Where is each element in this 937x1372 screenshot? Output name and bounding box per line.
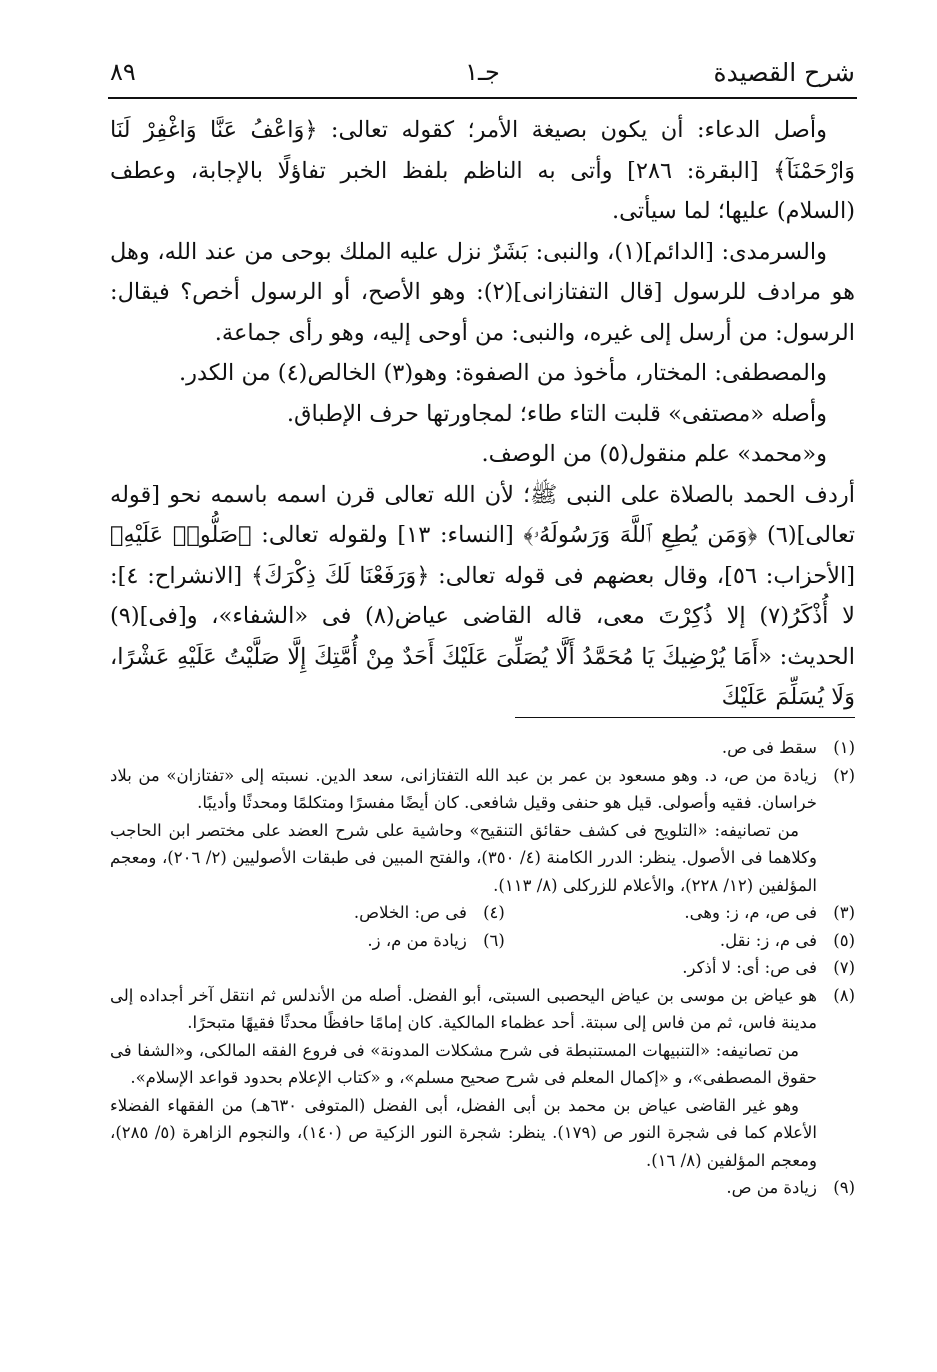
footnotes [110,734,855,1202]
footnote-text: سقط فى ص. [721,738,817,757]
page-number: ٨٩ [110,58,136,86]
paragraph-origin: وأصله «مصتفى» قلبت التاء طاء؛ لمجاورتها حرف الإطباق. [286,400,827,427]
footnote-separator [515,717,855,718]
paragraph-sarmadi: والسرمدى: [الدائم](١)، والنبى: بَشَرٌ نزل عليه الملك بوحى من عند الله، وهل هو مرادف للرسول [قال التفتازانى](٢): وهو الأصح، أو الرسول أخص؟ فيقال: الرسول: من أرسل إلى غيره، والنبى: من أوحى إليه، وهو رأى جماعة. [110,238,855,346]
footnote-number: (٩) [833,1178,855,1197]
footnote-number: (١) [833,738,855,757]
footnote-1 [110,734,855,762]
header-rule [108,97,857,99]
footnote-number: (٧) [833,958,855,977]
footnote-text: زيادة من م، ز. [367,930,467,950]
footnote-number: (٣) [833,903,855,922]
footnote-7 [110,954,855,982]
footnote-9 [110,1174,855,1202]
paragraph-dua: وأصل الدعاء: أن يكون بصيغة الأمر؛ كقوله تعالى: ﴿وَاعْفُ عَنَّا وَاغْفِرْ لَنَا وَارْحَمْنَآ﴾ [البقرة: ٢٨٦] وأتى به الناظم بلفظ الخبر تفاؤلًا بالإجابة، وعطف (السلام) عليها؛ لما سيأتى. [110,117,855,224]
footnote-text: فى م، ز: نقل. [719,930,817,950]
footnote-text: فى ص، م، ز: وهى. [684,903,817,922]
footnote-row-5-6 [110,927,855,955]
footnote-number: (٢) [833,765,855,785]
paragraph-muhammad: و«محمد» علم منقول(٥) من الوصف. [481,441,827,467]
footnote-3 [505,899,855,927]
footnote-2 [110,762,855,817]
footnote-8 [110,982,855,1037]
footnote-number: (٦) [483,930,505,950]
footnote-2-continuation: من تصانيفه: «التلويح فى كشف حقائق التنقيح» وحاشية على شرح العضد على مختصر ابن الحاجب وكلاهما فى الأصول. ينظر: الدرر الكامنة (٤/ ٣٥٠)، والفتح المبين فى طبقات الأصوليين (٢/ ٢٠٦)، ومعجم المؤلفين (١٢/ ٢٢٨)، والأعلام للزركلى (٨/ ١١٣). [110,820,817,895]
footnote-row-3-4 [110,899,855,927]
footnote-text: زيادة من ص. [726,1178,817,1197]
footnote-8-continuation-1: من تصانيفه: «التنبيهات المستنبطة فى شرح مشكلات المدونة» فى فروع الفقه المالكى، و«الشفا فى حقوق المصطفى»، و «إكمال المعلم فى شرح صحيح مسلم»، و «كتاب الإعلام بحدود قواعد الإسلام». [110,1040,817,1087]
footnote-5 [505,927,855,955]
footnote-text: زيادة من ص، د. وهو مسعود بن عمر بن عبد الله التفتازانى، سعد الدين. نسبته إلى «تفتازان» من بلاد خراسان. فقيه وأصولى. قيل هو حنفى وقيل شافعى. كان أيضًا مفسرًا ومتكلمًا ومحدثًا وأديبًا. [110,765,817,812]
footnote-text: فى ص: الخلاص. [353,903,467,922]
footnote-number: (٨) [833,985,855,1005]
volume-label: جـ١ [465,58,500,86]
paragraph-salat: أردف الحمد بالصلاة على النبى ﷺ؛ لأن الله تعالى قرن اسمه باسمه نحو [قوله تعالى](٦) ﴿وَمَن يُطِعِ ٱللَّهَ وَرَسُولَهُۥ﴾ [النساء: ١٣] ولقوله تعالى: ﴿صَلُّوا۟ عَلَيْهِ﴾ [الأحزاب: ٥٦]، وقال بعضهم فى قوله تعالى: ﴿وَرَفَعْنَا لَكَ ذِكْرَكَ﴾ [الانشراح: ٤]: لا أُذْكَرُ(٧) إلا ذُكِرْتَ معى، قاله القاضى عياض(٨) فى «الشفاء»، و[فى](٩) الحديث: «أَمَا يُرْضِيكَ يَا مُحَمَّدُ أَلَّا يُصَلِّىَ عَلَيْكَ أَحَدٌ مِنْ أُمَّتِكَ إِلَّا صَلَّيْتُ عَلَيْهِ عَشْرًا، وَلَا يُسَلِّمَ عَلَيْكَ [110,481,856,710]
footnote-4 [155,899,505,927]
footnote-number: (٤) [483,903,505,922]
footnote-8-continuation-2: وهو غير القاضى عياض بن محمد بن أبى الفضل، أبى الفضل (المتوفى ٦٣٠هـ) من الفقهاء الفضلاء الأعلام كما فى شجرة النور ص (١٧٩). ينظر: شجرة النور الزكية ص (١٤٠)، والنجوم الزاهرة (٥/ ٢٨٥)، ومعجم المؤلفين (٨/ ١٦). [110,1095,818,1170]
footnote-6 [155,927,505,955]
footnote-text: فى ص: أى: لا أذكر. [682,958,817,977]
footnote-text: هو عياض بن موسى بن عياض اليحصبى السبتى، أبو الفضل. أصله من الأندلس ثم انتقل آخر أجداده إلى مدينة فاس، ثم من فاس إلى سبتة. أحد عظماء المالكية. كان إمامًا حافظًا محدثًا فقيهًا متبحرًا. [110,985,817,1032]
paragraph-mustafa: والمصطفى: المختار، مأخوذ من الصفوة: وهو(٣) الخالص(٤) من الكدر. [178,360,827,386]
running-header [110,56,855,96]
running-title: شرح القصيدة [713,58,855,87]
main-text [110,110,855,718]
footnote-number: (٥) [833,930,855,950]
